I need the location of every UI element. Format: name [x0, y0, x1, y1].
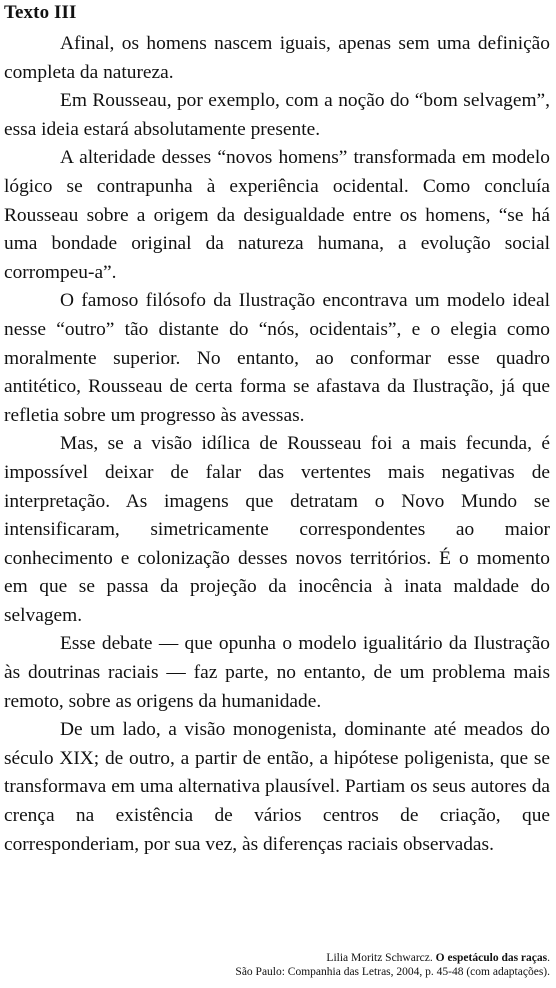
citation-publication: São Paulo: Companhia das Letras, 2004, p. 45-48 (com adaptações). [235, 966, 550, 978]
citation-book-suffix: . [547, 952, 550, 964]
paragraph: Afinal, os homens nascem iguais, apenas sem uma definição completa da natureza. [4, 33, 550, 83]
source-citation [235, 951, 550, 979]
document-page [4, 0, 550, 859]
paragraph: Esse debate — que opunha o modelo igualitário da Ilustração às doutrinas raciais — faz parte, no entanto, de um problema mais remoto, sobre as origens da humanidade. [4, 633, 550, 712]
paragraph: A alteridade desses “novos homens” transformada em modelo lógico se contrapunha à experiência ocidental. Como concluía Rousseau sobre a origem da desigualdade entre os homens, “se há uma bondade original da natureza humana, a evolução social corrompeu-a”. [4, 147, 550, 283]
citation-line-1 [235, 951, 550, 965]
document-body [4, 30, 550, 859]
paragraph: De um lado, a visão monogenista, dominante até meados do século XIX; de outro, a partir de então, a hipótese poligenista, que se transformava em uma alternativa plausível. Partiam os seus autores da crença na existência de vários centros de criação, que corresponderiam, por sua vez, às diferenças raciais observadas. [4, 719, 550, 855]
paragraph: Em Rousseau, por exemplo, com a noção do “bom selvagem”, essa ideia estará absolutamente presente. [4, 90, 550, 140]
paragraph: Mas, se a visão idílica de Rousseau foi a mais fecunda, é impossível deixar de falar das vertentes mais negativas de interpretação. As imagens que detratam o Novo Mundo se intensificaram, simetricamente correspondentes ao maior conhecimento e colonização desses novos territórios. É o momento em que se passa da projeção da inocência à inata maldade do selvagem. [4, 433, 550, 626]
document-title: Texto III [4, 2, 77, 23]
citation-author: Lilia Moritz Schwarcz. [326, 952, 433, 964]
paragraph: O famoso filósofo da Ilustração encontrava um modelo ideal nesse “outro” tão distante do “nós, ocidentais”, e o elegia como moralmente superior. No entanto, ao conformar esse quadro antitético, Rousseau de certa forma se afastava da Ilustração, já que refletia sobre um progresso às avessas. [4, 290, 550, 426]
citation-book-title: O espetáculo das raças [435, 952, 548, 964]
